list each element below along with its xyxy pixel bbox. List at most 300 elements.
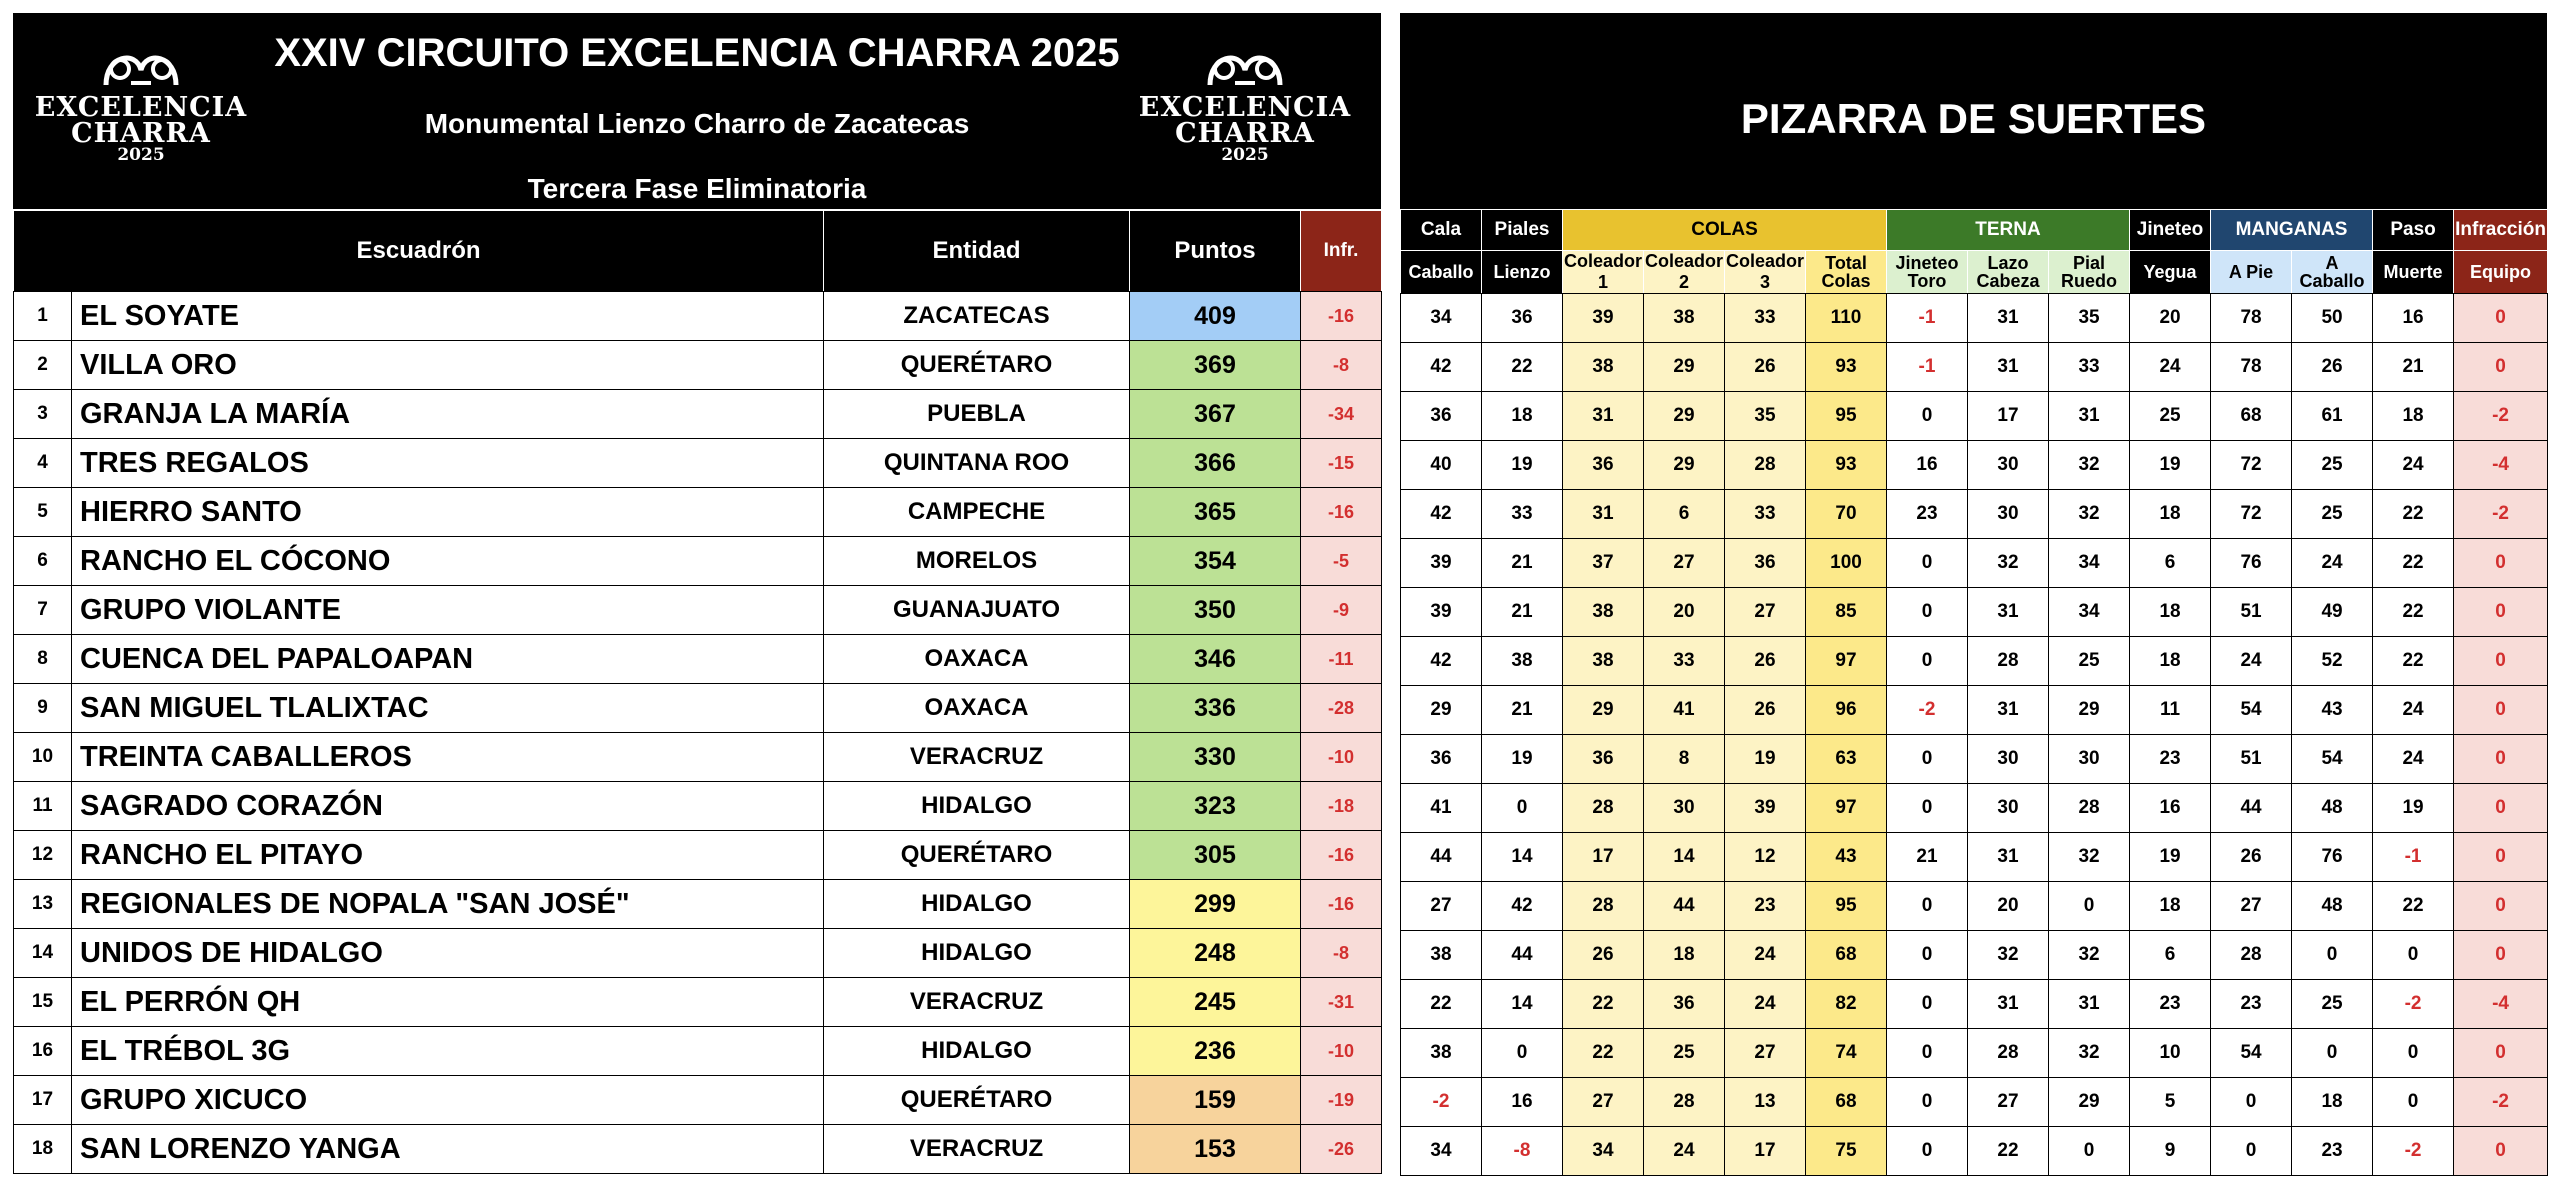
team-name-cell: TREINTA CABALLEROS xyxy=(72,733,824,782)
state-cell: HIDALGO xyxy=(824,1027,1130,1076)
standings-header xyxy=(13,13,1381,210)
cala-caballo-cell: 29 xyxy=(1401,686,1482,735)
standings-row xyxy=(14,880,1382,929)
pial-ruedo-cell: 35 xyxy=(2049,294,2130,343)
standings-row xyxy=(14,1076,1382,1125)
col-header-points: Puntos xyxy=(1130,211,1301,292)
infractions-cell: -26 xyxy=(1301,1125,1382,1174)
mangana-a-caballo-cell: 76 xyxy=(2292,833,2373,882)
coleador-1-cell: 22 xyxy=(1563,980,1644,1029)
total-colas-cell: 93 xyxy=(1806,343,1887,392)
page-title: XXIV CIRCUITO EXCELENCIA CHARRA 2025 xyxy=(274,31,1120,75)
standings-row xyxy=(14,684,1382,733)
jineteo-yegua-cell: 18 xyxy=(2130,882,2211,931)
coleador-2-cell: 33 xyxy=(1644,637,1725,686)
cala-caballo-cell: 36 xyxy=(1401,392,1482,441)
total-colas-cell: 70 xyxy=(1806,490,1887,539)
jineteo-yegua-cell: 6 xyxy=(2130,931,2211,980)
jineteo-yegua-cell: 25 xyxy=(2130,392,2211,441)
team-name-cell: GRUPO VIOLANTE xyxy=(72,586,824,635)
lazo-cabeza-cell: 31 xyxy=(1968,588,2049,637)
coleador-3-cell: 26 xyxy=(1725,637,1806,686)
logo-line-2: CHARRA xyxy=(71,118,211,149)
state-cell: OAXACA xyxy=(824,635,1130,684)
coleador-2-cell: 8 xyxy=(1644,735,1725,784)
coleador-3-cell: 36 xyxy=(1725,539,1806,588)
mangana-a-caballo-cell: 25 xyxy=(2292,441,2373,490)
standings-row xyxy=(14,586,1382,635)
coleador-3-cell: 26 xyxy=(1725,343,1806,392)
subheader-a-pie: A Pie xyxy=(2211,251,2292,294)
suertes-row xyxy=(1401,1127,2548,1176)
infraccion-equipo-cell: -4 xyxy=(2454,441,2548,490)
jineteo-toro-cell: 0 xyxy=(1887,588,1968,637)
state-cell: VERACRUZ xyxy=(824,1125,1130,1174)
coleador-2-cell: 44 xyxy=(1644,882,1725,931)
infraccion-equipo-cell: 0 xyxy=(2454,686,2548,735)
infractions-cell: -9 xyxy=(1301,586,1382,635)
cala-caballo-cell: 34 xyxy=(1401,1127,1482,1176)
piales-lienzo-cell: 21 xyxy=(1482,588,1563,637)
standings-row xyxy=(14,537,1382,586)
coleador-2-cell: 18 xyxy=(1644,931,1725,980)
piales-lienzo-cell: 18 xyxy=(1482,392,1563,441)
coleador-3-cell: 33 xyxy=(1725,294,1806,343)
infractions-cell: -16 xyxy=(1301,831,1382,880)
rank-cell: 4 xyxy=(14,439,72,488)
subheader-lc-line2: Cabeza xyxy=(1976,271,2040,291)
col-header-jineteo: Jineteo xyxy=(2130,210,2211,251)
coleador-3-cell: 24 xyxy=(1725,980,1806,1029)
standings-panel xyxy=(13,13,1381,1174)
suertes-row xyxy=(1401,1078,2548,1127)
mangana-a-pie-cell: 28 xyxy=(2211,931,2292,980)
subheader-muerte: Muerte xyxy=(2373,251,2454,294)
suertes-row xyxy=(1401,882,2548,931)
cala-caballo-cell: 27 xyxy=(1401,882,1482,931)
mangana-a-pie-cell: 26 xyxy=(2211,833,2292,882)
mangana-a-pie-cell: 78 xyxy=(2211,294,2292,343)
jineteo-toro-cell: -2 xyxy=(1887,686,1968,735)
mangana-a-pie-cell: 78 xyxy=(2211,343,2292,392)
standings-row xyxy=(14,1027,1382,1076)
cala-caballo-cell: 42 xyxy=(1401,637,1482,686)
standings-row xyxy=(14,978,1382,1027)
mangana-a-caballo-cell: 23 xyxy=(2292,1127,2373,1176)
infractions-cell: -19 xyxy=(1301,1076,1382,1125)
lazo-cabeza-cell: 28 xyxy=(1968,1029,2049,1078)
state-cell: MORELOS xyxy=(824,537,1130,586)
group-header-manganas: MANGANAS xyxy=(2211,210,2373,251)
paso-muerte-cell: 24 xyxy=(2373,735,2454,784)
col-header-infraccion: Infracción xyxy=(2454,210,2548,251)
pial-ruedo-cell: 29 xyxy=(2049,686,2130,735)
coleador-2-cell: 6 xyxy=(1644,490,1725,539)
logo-line-3: 2025 xyxy=(1221,145,1269,165)
coleador-3-cell: 26 xyxy=(1725,686,1806,735)
infractions-cell: -28 xyxy=(1301,684,1382,733)
pial-ruedo-cell: 32 xyxy=(2049,931,2130,980)
coleador-1-cell: 31 xyxy=(1563,392,1644,441)
infraccion-equipo-cell: 0 xyxy=(2454,539,2548,588)
pial-ruedo-cell: 34 xyxy=(2049,539,2130,588)
state-cell: VERACRUZ xyxy=(824,978,1130,1027)
coleador-2-cell: 24 xyxy=(1644,1127,1725,1176)
rank-cell: 7 xyxy=(14,586,72,635)
coleador-1-cell: 22 xyxy=(1563,1029,1644,1078)
piales-lienzo-cell: 21 xyxy=(1482,539,1563,588)
paso-muerte-cell: 21 xyxy=(2373,343,2454,392)
mangana-a-pie-cell: 72 xyxy=(2211,490,2292,539)
total-colas-cell: 74 xyxy=(1806,1029,1887,1078)
pial-ruedo-cell: 30 xyxy=(2049,735,2130,784)
piales-lienzo-cell: 22 xyxy=(1482,343,1563,392)
mangana-a-pie-cell: 54 xyxy=(2211,1029,2292,1078)
pial-ruedo-cell: 31 xyxy=(2049,392,2130,441)
mangana-a-pie-cell: 44 xyxy=(2211,784,2292,833)
infractions-cell: -5 xyxy=(1301,537,1382,586)
paso-muerte-cell: 19 xyxy=(2373,784,2454,833)
infractions-cell: -34 xyxy=(1301,390,1382,439)
paso-muerte-cell: -1 xyxy=(2373,833,2454,882)
coleador-1-cell: 38 xyxy=(1563,637,1644,686)
points-cell: 159 xyxy=(1130,1076,1301,1125)
piales-lienzo-cell: 0 xyxy=(1482,1029,1563,1078)
mangana-a-caballo-cell: 0 xyxy=(2292,1029,2373,1078)
points-cell: 366 xyxy=(1130,439,1301,488)
total-colas-cell: 110 xyxy=(1806,294,1887,343)
suertes-row xyxy=(1401,980,2548,1029)
subheader-lazo-cabeza xyxy=(1968,251,2049,294)
rank-cell: 17 xyxy=(14,1076,72,1125)
total-colas-cell: 96 xyxy=(1806,686,1887,735)
lazo-cabeza-cell: 30 xyxy=(1968,490,2049,539)
paso-muerte-cell: 22 xyxy=(2373,588,2454,637)
subheader-lienzo: Lienzo xyxy=(1482,251,1563,294)
rank-cell: 13 xyxy=(14,880,72,929)
lazo-cabeza-cell: 31 xyxy=(1968,980,2049,1029)
suertes-group-row xyxy=(1401,210,2548,251)
infractions-cell: -15 xyxy=(1301,439,1382,488)
cala-caballo-cell: -2 xyxy=(1401,1078,1482,1127)
standings-header-row xyxy=(14,211,1382,292)
standings-row xyxy=(14,341,1382,390)
coleador-2-cell: 20 xyxy=(1644,588,1725,637)
points-cell: 409 xyxy=(1130,292,1301,341)
coleador-1-cell: 26 xyxy=(1563,931,1644,980)
mangana-a-pie-cell: 27 xyxy=(2211,882,2292,931)
subheader-jt-line2: Toro xyxy=(1907,271,1947,291)
total-colas-cell: 68 xyxy=(1806,1078,1887,1127)
team-name-cell: TRES REGALOS xyxy=(72,439,824,488)
state-cell: OAXACA xyxy=(824,684,1130,733)
venue-subtitle: Monumental Lienzo Charro de Zacatecas xyxy=(424,108,970,139)
group-header-colas: COLAS xyxy=(1563,210,1887,251)
mangana-a-caballo-cell: 61 xyxy=(2292,392,2373,441)
mangana-a-caballo-cell: 26 xyxy=(2292,343,2373,392)
state-cell: CAMPECHE xyxy=(824,488,1130,537)
suertes-row xyxy=(1401,686,2548,735)
coleador-2-cell: 25 xyxy=(1644,1029,1725,1078)
mangana-a-caballo-cell: 25 xyxy=(2292,490,2373,539)
paso-muerte-cell: 22 xyxy=(2373,490,2454,539)
subheader-coleador-1: Coleador 1 xyxy=(1563,251,1642,292)
coleador-2-cell: 27 xyxy=(1644,539,1725,588)
col-header-state: Entidad xyxy=(824,211,1130,292)
lazo-cabeza-cell: 17 xyxy=(1968,392,2049,441)
coleador-2-cell: 38 xyxy=(1644,294,1725,343)
cala-caballo-cell: 39 xyxy=(1401,588,1482,637)
infraccion-equipo-cell: 0 xyxy=(2454,1127,2548,1176)
jineteo-toro-cell: 0 xyxy=(1887,735,1968,784)
cala-caballo-cell: 42 xyxy=(1401,343,1482,392)
suertes-row xyxy=(1401,490,2548,539)
mangana-a-caballo-cell: 52 xyxy=(2292,637,2373,686)
jineteo-toro-cell: 21 xyxy=(1887,833,1968,882)
paso-muerte-cell: 0 xyxy=(2373,1078,2454,1127)
team-name-cell: SAN LORENZO YANGA xyxy=(72,1125,824,1174)
rank-cell: 14 xyxy=(14,929,72,978)
suertes-table xyxy=(1400,209,2548,1176)
paso-muerte-cell: -2 xyxy=(2373,980,2454,1029)
standings-row xyxy=(14,929,1382,978)
infraccion-equipo-cell: 0 xyxy=(2454,1029,2548,1078)
cala-caballo-cell: 44 xyxy=(1401,833,1482,882)
coleador-1-cell: 39 xyxy=(1563,294,1644,343)
suertes-row xyxy=(1401,588,2548,637)
phase-label: Tercera Fase Eliminatoria xyxy=(527,173,867,204)
points-cell: 369 xyxy=(1130,341,1301,390)
jineteo-toro-cell: -1 xyxy=(1887,343,1968,392)
coleador-2-cell: 14 xyxy=(1644,833,1725,882)
points-cell: 346 xyxy=(1130,635,1301,684)
coleador-3-cell: 33 xyxy=(1725,490,1806,539)
state-cell: QUERÉTARO xyxy=(824,1076,1130,1125)
standings-body xyxy=(14,292,1382,1174)
coleador-1-cell: 29 xyxy=(1563,686,1644,735)
rank-cell: 5 xyxy=(14,488,72,537)
infractions-cell: -10 xyxy=(1301,733,1382,782)
points-cell: 354 xyxy=(1130,537,1301,586)
state-cell: GUANAJUATO xyxy=(824,586,1130,635)
subheader-yegua: Yegua xyxy=(2130,251,2211,294)
jineteo-toro-cell: 0 xyxy=(1887,882,1968,931)
lazo-cabeza-cell: 22 xyxy=(1968,1127,2049,1176)
suertes-subheader-row xyxy=(1401,251,2548,294)
infraccion-equipo-cell: 0 xyxy=(2454,294,2548,343)
coleador-3-cell: 17 xyxy=(1725,1127,1806,1176)
jineteo-yegua-cell: 23 xyxy=(2130,735,2211,784)
rank-cell: 6 xyxy=(14,537,72,586)
coleador-2-cell: 30 xyxy=(1644,784,1725,833)
pial-ruedo-cell: 32 xyxy=(2049,490,2130,539)
total-colas-cell: 85 xyxy=(1806,588,1887,637)
mangana-a-caballo-cell: 0 xyxy=(2292,931,2373,980)
mangana-a-pie-cell: 51 xyxy=(2211,588,2292,637)
piales-lienzo-cell: 16 xyxy=(1482,1078,1563,1127)
team-name-cell: SAGRADO CORAZÓN xyxy=(72,782,824,831)
points-cell: 305 xyxy=(1130,831,1301,880)
jineteo-yegua-cell: 23 xyxy=(2130,980,2211,1029)
rank-cell: 1 xyxy=(14,292,72,341)
logo-line-2: CHARRA xyxy=(1175,118,1315,149)
pial-ruedo-cell: 0 xyxy=(2049,882,2130,931)
total-colas-cell: 63 xyxy=(1806,735,1887,784)
subheader-caballo: Caballo xyxy=(1401,251,1482,294)
total-colas-cell: 97 xyxy=(1806,637,1887,686)
points-cell: 236 xyxy=(1130,1027,1301,1076)
piales-lienzo-cell: 14 xyxy=(1482,833,1563,882)
logo-line-1: EXCELENCIA xyxy=(1138,92,1352,123)
points-cell: 248 xyxy=(1130,929,1301,978)
lazo-cabeza-cell: 31 xyxy=(1968,343,2049,392)
team-name-cell: HIERRO SANTO xyxy=(72,488,824,537)
cala-caballo-cell: 34 xyxy=(1401,294,1482,343)
pial-ruedo-cell: 25 xyxy=(2049,637,2130,686)
team-name-cell: EL PERRÓN QH xyxy=(72,978,824,1027)
infraccion-equipo-cell: 0 xyxy=(2454,882,2548,931)
coleador-3-cell: 12 xyxy=(1725,833,1806,882)
infraccion-equipo-cell: -2 xyxy=(2454,490,2548,539)
rank-cell: 15 xyxy=(14,978,72,1027)
infractions-cell: -16 xyxy=(1301,488,1382,537)
coleador-2-cell: 29 xyxy=(1644,392,1725,441)
team-name-cell: SAN MIGUEL TLALIXTAC xyxy=(72,684,824,733)
suertes-row xyxy=(1401,343,2548,392)
rank-cell: 18 xyxy=(14,1125,72,1174)
paso-muerte-cell: 22 xyxy=(2373,882,2454,931)
rank-cell: 2 xyxy=(14,341,72,390)
coleador-3-cell: 19 xyxy=(1725,735,1806,784)
cala-caballo-cell: 41 xyxy=(1401,784,1482,833)
rank-cell: 10 xyxy=(14,733,72,782)
mangana-a-caballo-cell: 48 xyxy=(2292,882,2373,931)
subheader-coleador-2: Coleador 2 xyxy=(1644,251,1723,292)
points-cell: 323 xyxy=(1130,782,1301,831)
infractions-cell: -31 xyxy=(1301,978,1382,1027)
suertes-row xyxy=(1401,833,2548,882)
lazo-cabeza-cell: 31 xyxy=(1968,686,2049,735)
suertes-panel xyxy=(1400,13,2547,1176)
state-cell: HIDALGO xyxy=(824,929,1130,978)
charro-emblem-icon xyxy=(1190,45,1300,95)
team-name-cell: GRANJA LA MARÍA xyxy=(72,390,824,439)
jineteo-toro-cell: 0 xyxy=(1887,637,1968,686)
standings-row xyxy=(14,292,1382,341)
mangana-a-pie-cell: 68 xyxy=(2211,392,2292,441)
coleador-1-cell: 38 xyxy=(1563,588,1644,637)
infractions-cell: -11 xyxy=(1301,635,1382,684)
team-name-cell: UNIDOS DE HIDALGO xyxy=(72,929,824,978)
subheader-total-line1: Total xyxy=(1825,253,1867,273)
points-cell: 299 xyxy=(1130,880,1301,929)
col-header-infractions: Infr. xyxy=(1301,211,1382,292)
coleador-2-cell: 36 xyxy=(1644,980,1725,1029)
infraccion-equipo-cell: 0 xyxy=(2454,343,2548,392)
coleador-3-cell: 28 xyxy=(1725,441,1806,490)
piales-lienzo-cell: 44 xyxy=(1482,931,1563,980)
piales-lienzo-cell: 21 xyxy=(1482,686,1563,735)
lazo-cabeza-cell: 30 xyxy=(1968,441,2049,490)
paso-muerte-cell: 24 xyxy=(2373,686,2454,735)
piales-lienzo-cell: -8 xyxy=(1482,1127,1563,1176)
infraccion-equipo-cell: 0 xyxy=(2454,833,2548,882)
coleador-3-cell: 35 xyxy=(1725,392,1806,441)
mangana-a-caballo-cell: 48 xyxy=(2292,784,2373,833)
subheader-equipo: Equipo xyxy=(2454,251,2548,294)
points-cell: 350 xyxy=(1130,586,1301,635)
suertes-header xyxy=(1400,13,2547,209)
paso-muerte-cell: 18 xyxy=(2373,392,2454,441)
paso-muerte-cell: 0 xyxy=(2373,931,2454,980)
piales-lienzo-cell: 36 xyxy=(1482,294,1563,343)
mangana-a-caballo-cell: 49 xyxy=(2292,588,2373,637)
mangana-a-caballo-cell: 25 xyxy=(2292,980,2373,1029)
team-name-cell: RANCHO EL PITAYO xyxy=(72,831,824,880)
coleador-1-cell: 38 xyxy=(1563,343,1644,392)
jineteo-yegua-cell: 18 xyxy=(2130,588,2211,637)
mangana-a-caballo-cell: 50 xyxy=(2292,294,2373,343)
standings-row xyxy=(14,488,1382,537)
team-name-cell: EL SOYATE xyxy=(72,292,824,341)
infractions-cell: -18 xyxy=(1301,782,1382,831)
infraccion-equipo-cell: 0 xyxy=(2454,931,2548,980)
col-header-paso: Paso xyxy=(2373,210,2454,251)
state-cell: QUERÉTARO xyxy=(824,831,1130,880)
col-header-piales: Piales xyxy=(1482,210,1563,251)
infractions-cell: -16 xyxy=(1301,292,1382,341)
cala-caballo-cell: 38 xyxy=(1401,931,1482,980)
subheader-pial-ruedo xyxy=(2049,251,2130,294)
coleador-1-cell: 31 xyxy=(1563,490,1644,539)
jineteo-toro-cell: 0 xyxy=(1887,1029,1968,1078)
logo-line-1: EXCELENCIA xyxy=(34,92,248,123)
total-colas-cell: 97 xyxy=(1806,784,1887,833)
team-name-cell: CUENCA DEL PAPALOAPAN xyxy=(72,635,824,684)
state-cell: HIDALGO xyxy=(824,880,1130,929)
pial-ruedo-cell: 32 xyxy=(2049,1029,2130,1078)
mangana-a-pie-cell: 0 xyxy=(2211,1078,2292,1127)
subheader-a-caballo xyxy=(2292,251,2373,294)
standings-row xyxy=(14,733,1382,782)
jineteo-toro-cell: 0 xyxy=(1887,539,1968,588)
jineteo-toro-cell: 0 xyxy=(1887,980,1968,1029)
total-colas-cell: 43 xyxy=(1806,833,1887,882)
infraccion-equipo-cell: 0 xyxy=(2454,588,2548,637)
mangana-a-caballo-cell: 54 xyxy=(2292,735,2373,784)
state-cell: HIDALGO xyxy=(824,782,1130,831)
suertes-row xyxy=(1401,637,2548,686)
subheader-total-colas xyxy=(1806,251,1887,294)
coleador-1-cell: 37 xyxy=(1563,539,1644,588)
mangana-a-caballo-cell: 43 xyxy=(2292,686,2373,735)
infraccion-equipo-cell: 0 xyxy=(2454,784,2548,833)
lazo-cabeza-cell: 20 xyxy=(1968,882,2049,931)
coleador-3-cell: 24 xyxy=(1725,931,1806,980)
infractions-cell: -8 xyxy=(1301,929,1382,978)
pial-ruedo-cell: 32 xyxy=(2049,833,2130,882)
jineteo-yegua-cell: 6 xyxy=(2130,539,2211,588)
points-cell: 365 xyxy=(1130,488,1301,537)
subheader-jt-line1: Jineteo xyxy=(1895,253,1959,273)
suertes-row xyxy=(1401,931,2548,980)
piales-lienzo-cell: 19 xyxy=(1482,441,1563,490)
points-cell: 153 xyxy=(1130,1125,1301,1174)
standings-row xyxy=(14,439,1382,488)
points-cell: 245 xyxy=(1130,978,1301,1027)
infractions-cell: -8 xyxy=(1301,341,1382,390)
lazo-cabeza-cell: 27 xyxy=(1968,1078,2049,1127)
